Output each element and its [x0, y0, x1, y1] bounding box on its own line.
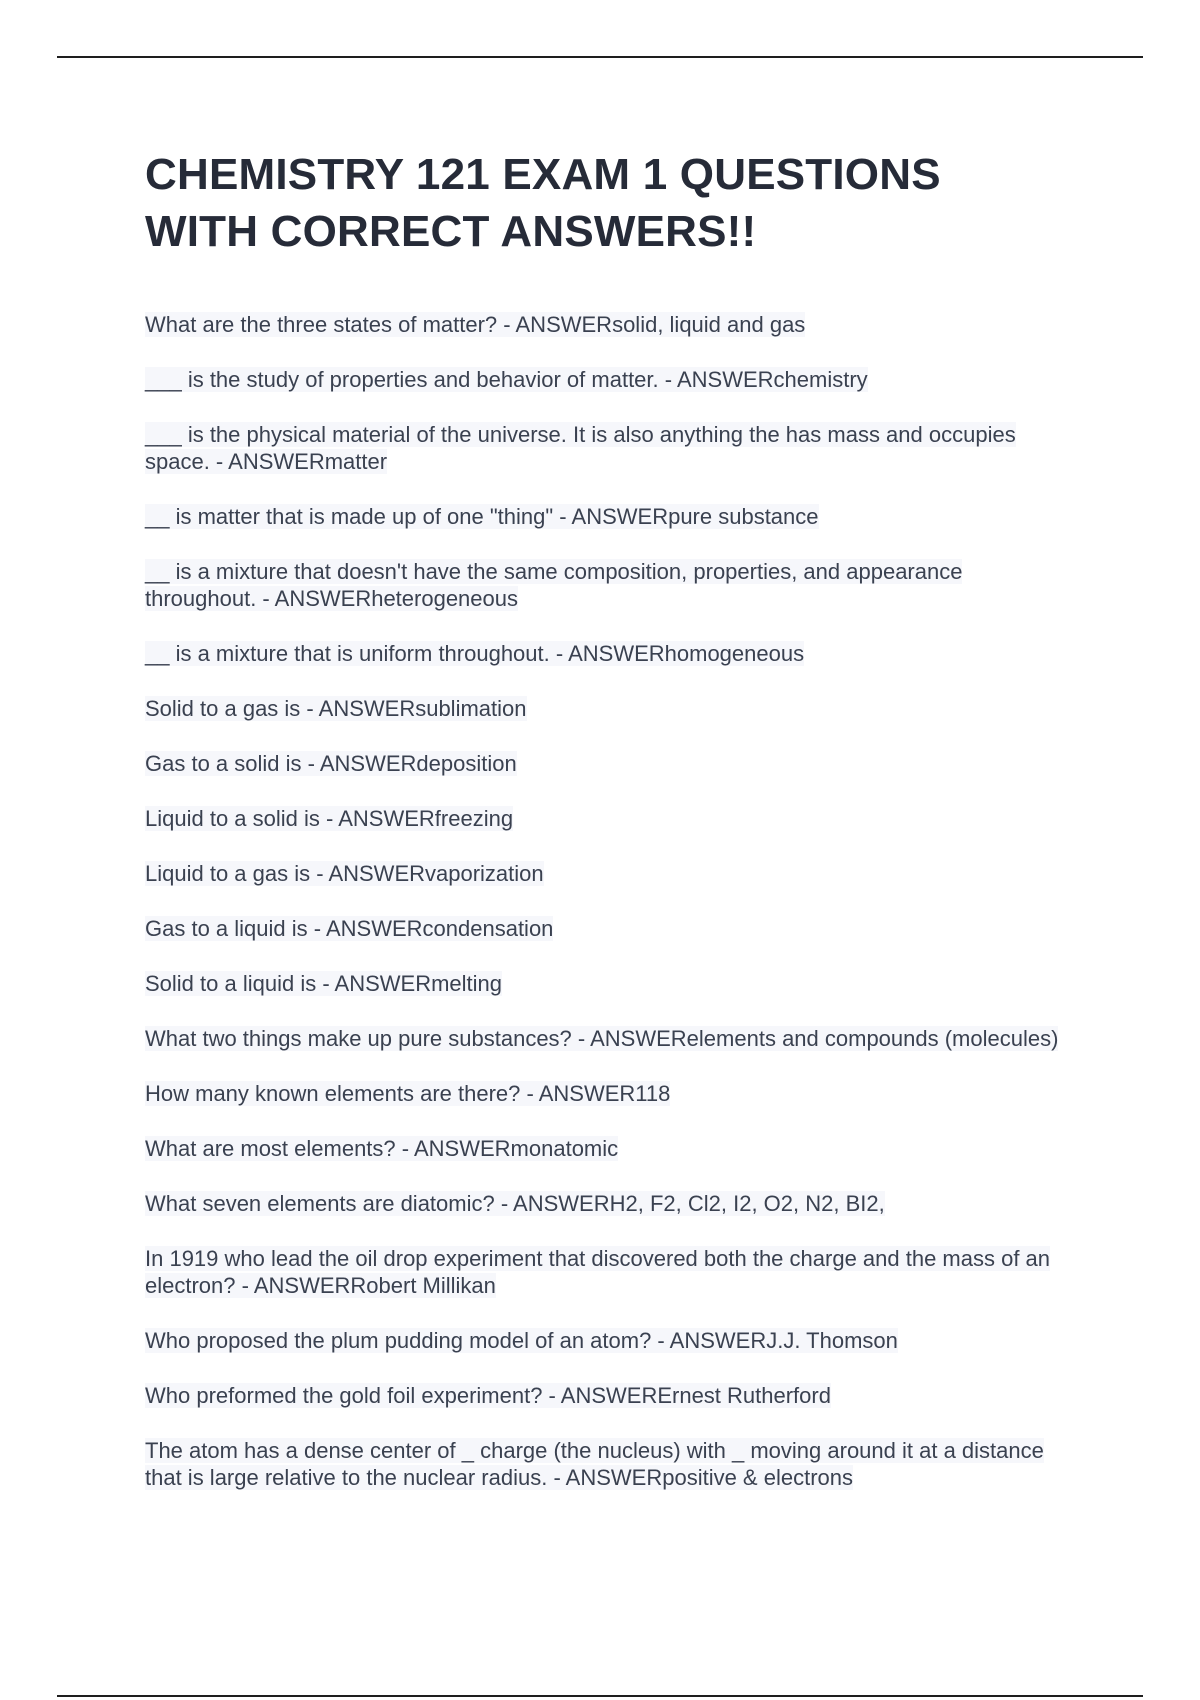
qa-item: Solid to a liquid is - ANSWERmelting — [145, 971, 503, 996]
qa-item: Liquid to a gas is - ANSWERvaporization — [145, 861, 544, 886]
qa-item: __ is a mixture that is uniform throughout. - ANSWERhomogeneous — [145, 641, 805, 666]
top-divider — [57, 56, 1143, 58]
qa-item: Solid to a gas is - ANSWERsublimation — [145, 696, 527, 721]
qa-item: Gas to a liquid is - ANSWERcondensation — [145, 916, 554, 941]
qa-item: In 1919 who lead the oil drop experiment that discovered both the charge and the mass of an electron? - ANSWERRobert Millikan — [145, 1246, 1051, 1298]
qa-item: What are the three states of matter? - ANSWERsolid, liquid and gas — [145, 312, 806, 337]
qa-item: Gas to a solid is - ANSWERdeposition — [145, 751, 517, 776]
qa-item: The atom has a dense center of _ charge (the nucleus) with _ moving around it at a distance that is large relative to the nuclear radius. - ANSWERpositive & electrons — [145, 1438, 1044, 1490]
qa-item: Who proposed the plum pudding model of an atom? - ANSWERJ.J. Thomson — [145, 1328, 898, 1353]
qa-item: Who preformed the gold foil experiment? - ANSWERErnest Rutherford — [145, 1383, 831, 1408]
question-answer-list — [145, 311, 1065, 1519]
qa-item: What seven elements are diatomic? - ANSWERH2, F2, Cl2, I2, O2, N2, BI2, — [145, 1191, 885, 1216]
title-line-2: WITH CORRECT ANSWERS!! — [145, 207, 757, 256]
title-line-1: CHEMISTRY 121 EXAM 1 QUESTIONS — [145, 150, 941, 199]
page-title — [145, 146, 1085, 260]
bottom-divider — [57, 1695, 1143, 1697]
qa-item: ___ is the study of properties and behavior of matter. - ANSWERchemistry — [145, 367, 868, 392]
qa-item: __ is a mixture that doesn't have the same composition, properties, and appearance throughout. - ANSWERheterogeneous — [145, 559, 963, 611]
qa-item: __ is matter that is made up of one "thing" - ANSWERpure substance — [145, 504, 819, 529]
qa-item: Liquid to a solid is - ANSWERfreezing — [145, 806, 514, 831]
qa-item: ___ is the physical material of the universe. It is also anything the has mass and occupies space. - ANSWERmatter — [145, 422, 1016, 474]
qa-item: What two things make up pure substances? - ANSWERelements and compounds (molecules) — [145, 1026, 1059, 1051]
qa-item: What are most elements? - ANSWERmonatomic — [145, 1136, 619, 1161]
qa-item: How many known elements are there? - ANSWER118 — [145, 1081, 671, 1106]
